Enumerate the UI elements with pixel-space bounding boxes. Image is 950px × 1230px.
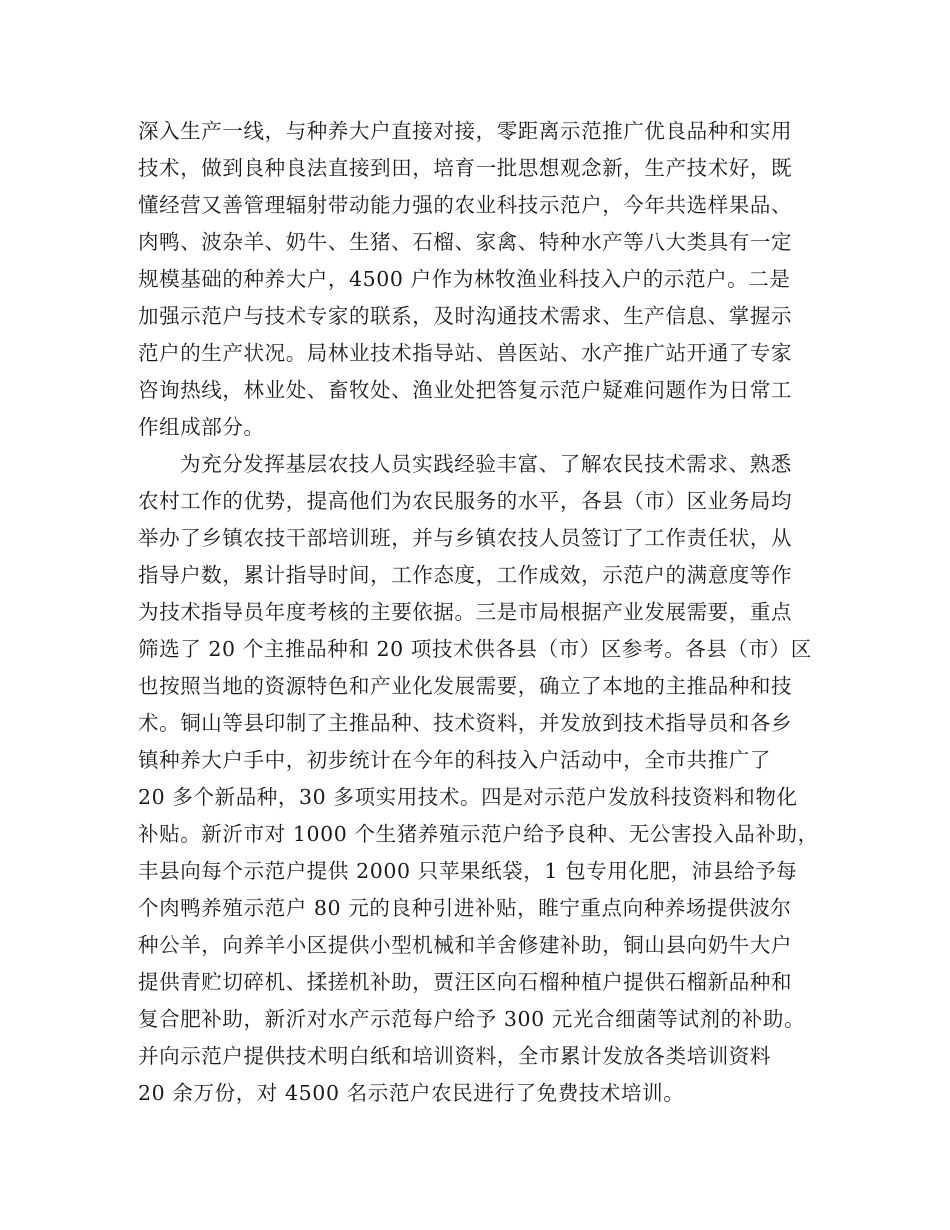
text-line: 筛选了 20 个主推品种和 20 项技术供各县（市）区参考。各县（市）区 [138, 637, 812, 661]
text-line: 复合肥补助，新沂对水产示范每户给予 300 元光合细菌等试剂的补助。 [138, 1007, 806, 1031]
text-line: 加强示范户与技术专家的联系，及时沟通技术需求、生产信息、掌握示 [138, 304, 793, 328]
paragraph-2 [138, 446, 838, 1112]
text-line: 为技术指导员年度考核的主要依据。三是市局根据产业发展需要，重点 [138, 600, 793, 624]
text-line: 术。铜山等县印制了主推品种、技术资料，并发放到技术指导员和各乡 [138, 711, 793, 735]
text-line: 并向示范户提供技术明白纸和培训资料，全市累计发放各类培训资料 [138, 1044, 771, 1068]
text-line: 肉鸭、波杂羊、奶牛、生猪、石榴、家禽、特种水产等八大类具有一定 [138, 230, 793, 254]
text-line: 范户的生产状况。局林业技术指导站、兽医站、水产推广站开通了专家 [138, 341, 793, 365]
text-line: 20 余万份，对 4500 名示范户农民进行了免费技术培训。 [138, 1081, 685, 1105]
text-line: 指导户数，累计指导时间，工作态度，工作成效，示范户的满意度等作 [138, 563, 793, 587]
text-line: 懂经营又善管理辐射带动能力强的农业科技示范户，今年共选样果品、 [138, 193, 793, 217]
text-line: 提供青贮切碎机、揉搓机补助，贾汪区向石榴种植户提供石榴新品种和 [138, 970, 793, 994]
text-line: 也按照当地的资源特色和产业化发展需要，确立了本地的主推品种和技 [138, 674, 793, 698]
text-line: 丰县向每个示范户提供 2000 只苹果纸袋，1 包专用化肥，沛县给予每 [138, 859, 798, 883]
text-line: 深入生产一线，与种养大户直接对接，零距离示范推广优良品种和实用 [138, 119, 793, 143]
text-line: 作组成部分。 [138, 415, 265, 439]
text-line: 补贴。新沂市对 1000 个生猪养殖示范户给予良种、无公害投入品补助， [138, 822, 819, 846]
text-line: 镇种养大户手中，初步统计在今年的科技入户活动中，全市共推广了 [138, 748, 771, 772]
text-line: 技术，做到良种良法直接到田，培育一批思想观念新，生产技术好，既 [138, 156, 793, 180]
text-line: 种公羊，向养羊小区提供小型机械和羊舍修建补助，铜山县向奶牛大户 [138, 933, 793, 957]
text-line: 规模基础的种养大户，4500 户作为林牧渔业科技入户的示范户。二是 [138, 267, 791, 291]
text-line: 咨询热线，林业处、畜牧处、渔业处把答复示范户疑难问题作为日常工 [138, 378, 793, 402]
paragraph-1 [138, 113, 838, 446]
text-line: 举办了乡镇农技干部培训班，并与乡镇农技人员签订了工作责任状，从 [138, 526, 793, 550]
text-line-first: 为充分发挥基层农技人员实践经验丰富、了解农民技术需求、熟悉 [180, 452, 792, 476]
text-line: 20 多个新品种，30 多项实用技术。四是对示范户发放科技资料和物化 [138, 785, 798, 809]
text-line: 个肉鸭养殖示范户 80 元的良种引进补贴，睢宁重点向种养场提供波尔 [138, 896, 792, 920]
text-line: 农村工作的优势，提高他们为农民服务的水平，各县（市）区业务局均 [138, 489, 793, 513]
body-text [138, 113, 838, 1112]
